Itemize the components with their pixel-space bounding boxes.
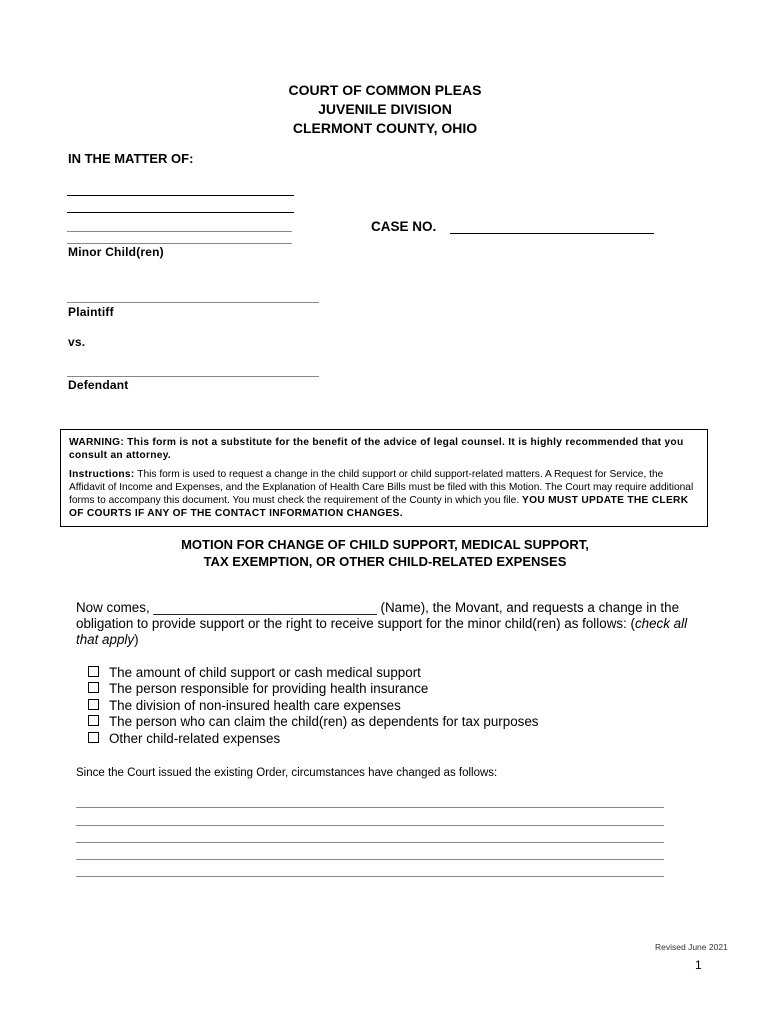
circumstances-line-1[interactable] [76, 807, 664, 808]
circumstances-line-3[interactable] [76, 842, 664, 843]
plaintiff-name-line[interactable] [67, 302, 319, 303]
option-label: The amount of child support or cash medical support [109, 665, 421, 680]
defendant-label: Defendant [68, 378, 129, 392]
circumstances-line-4[interactable] [76, 859, 664, 860]
circumstances-line-2[interactable] [76, 825, 664, 826]
option-label: The person who can claim the child(ren) as dependents for tax purposes [109, 714, 539, 730]
options-checklist [88, 665, 538, 747]
division-name: JUVENILE DIVISION [318, 101, 452, 117]
now-comes-paragraph [76, 600, 696, 648]
option-label: Other child-related expenses [109, 730, 281, 746]
plaintiff-label: Plaintiff [68, 305, 114, 319]
page-number: 1 [695, 958, 702, 972]
instructions-label: Instructions: [69, 469, 135, 480]
checkbox-icon[interactable] [88, 715, 99, 726]
case-no-label: CASE NO. [371, 219, 437, 234]
checkbox-icon[interactable] [88, 682, 99, 693]
option-health-insurance[interactable] [88, 681, 538, 697]
option-label: The division of non-insured health care expenses [109, 697, 401, 713]
motion-title-line-1: MOTION FOR CHANGE OF CHILD SUPPORT, MEDICAL SUPPORT, [181, 537, 589, 552]
check-all-note: check all that apply [76, 616, 688, 647]
vs-label: vs. [68, 335, 86, 349]
instructions-text: This form is used to request a change in the child support or child support-related matters. A Request for Service, the Affidavit of Income and Expenses, and the Explanation of Health Care Bills must be filed with this Motion. The Court may require additional forms to accompany this document. You must check the requirement of the County in which you file. [69, 469, 694, 506]
child-name-line-3[interactable] [67, 231, 292, 232]
child-name-line-1[interactable] [67, 195, 294, 196]
child-name-line-2[interactable] [67, 212, 294, 213]
case-no-field[interactable] [450, 233, 654, 234]
option-other-expenses[interactable] [88, 731, 538, 747]
in-the-matter-of-label: IN THE MATTER OF: [68, 151, 194, 166]
option-child-support[interactable] [88, 665, 538, 681]
county-name: CLERMONT COUNTY, OHIO [292, 120, 478, 136]
option-health-care-expenses[interactable] [88, 698, 538, 714]
option-tax-dependents[interactable] [88, 714, 538, 730]
checkbox-icon[interactable] [88, 699, 99, 710]
motion-title-line-2: TAX EXEMPTION, OR OTHER CHILD-RELATED EXPENSES [203, 554, 567, 569]
child-name-line-4[interactable] [67, 243, 292, 244]
warning-text: WARNING: This form is not a substitute for the benefit of the advice of legal counsel. It is highly recommended that you consult an attorney. [69, 437, 684, 461]
minor-children-label: Minor Child(ren) [68, 245, 164, 259]
revision-date: Revised June 2021 [655, 942, 728, 952]
instructions-emphasis: YOU MUST UPDATE THE CLERK OF COURTS IF ANY OF THE CONTACT INFORMATION CHANGES. [69, 495, 689, 519]
court-name: COURT OF COMMON PLEAS [288, 82, 482, 98]
defendant-name-line[interactable] [67, 376, 319, 377]
circumstances-line-5[interactable] [76, 876, 664, 877]
close-paren: ) [134, 632, 139, 647]
motion-title [0, 536, 770, 570]
circumstances-prompt: Since the Court issued the existing Order, circumstances have changed as follows: [76, 767, 498, 779]
now-comes-text: Now comes, ______________________________ (Name), the Movant, and requests a change in the obligation to provide support or the right to receive support for the minor child(ren) as follows: ( [76, 600, 680, 631]
warning-box [60, 429, 708, 527]
option-label: The person responsible for providing health insurance [109, 681, 429, 697]
checkbox-icon[interactable] [88, 732, 99, 743]
checkbox-icon[interactable] [88, 666, 99, 677]
court-header [0, 81, 770, 138]
